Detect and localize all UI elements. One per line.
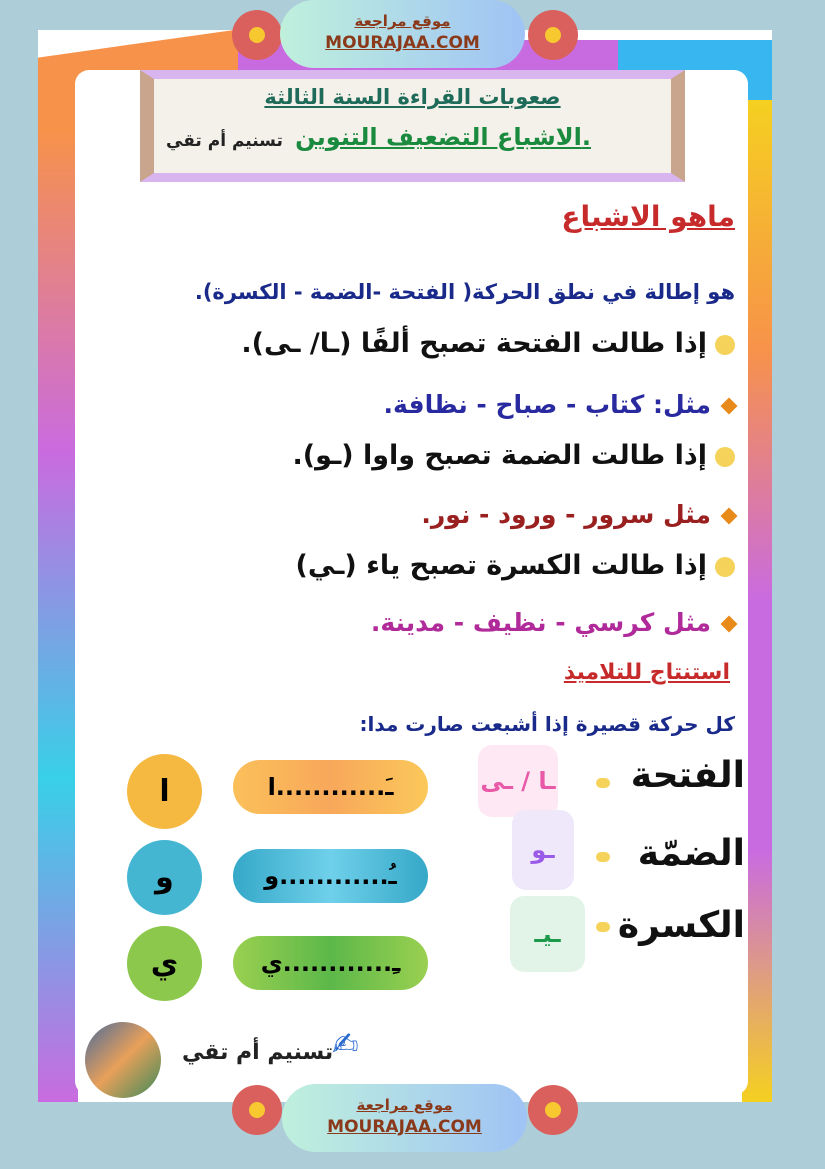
section-heading: ماهو الاشباع: [561, 200, 735, 233]
conclusion-intro: كل حركة قصيرة إذا أشبعت صارت مدا:: [359, 712, 735, 736]
pointing-hand-icon: [596, 778, 610, 788]
example-text: مثل: كتاب - صباح - نظافة.: [383, 390, 711, 419]
diamond-bullet-icon: [721, 398, 738, 415]
definition-text: هو إطالة في نطق الحركة( الفتحة -الضمة - الكسرة).: [194, 280, 735, 304]
long-vowel-box: ـيـ: [510, 896, 585, 972]
site-logo-icon: [528, 1085, 578, 1135]
pointing-hand-icon: [596, 922, 610, 932]
letter-pill: ـُ............و: [233, 849, 428, 903]
letter-circle: ي: [127, 926, 202, 1001]
author-name: تسنيم أم تقي: [166, 131, 283, 151]
site-url: MOURAJAA.COM: [325, 33, 480, 53]
pointing-hand-icon: [715, 335, 735, 355]
letter-circle: ا: [127, 754, 202, 829]
site-logo-icon: [232, 1085, 282, 1135]
writing-hand-icon: ✍: [332, 1025, 359, 1063]
vowel-name: الفتحة: [630, 755, 745, 796]
site-name-ar: موقع مراجعة: [354, 12, 451, 30]
pointing-hand-icon: [715, 447, 735, 467]
diamond-bullet-icon: [721, 508, 738, 525]
pointing-hand-icon: [596, 852, 610, 862]
site-logo-icon: [232, 10, 282, 60]
footer-author: تسنيم أم تقي: [182, 1040, 334, 1065]
title-scroll: [140, 70, 685, 182]
site-url: MOURAJAA.COM: [327, 1117, 482, 1137]
rule-text: إذا طالت الكسرة تصبح ياء (ـي): [295, 550, 707, 581]
site-logo-icon: [528, 10, 578, 60]
rule-text: إذا طالت الضمة تصبح واوا (ـو).: [292, 440, 707, 471]
worksheet-subtitle: الاشباع التضعيف التنوين.: [295, 123, 591, 151]
vowel-name: الكسرة: [617, 905, 745, 946]
example-text: مثل سرور - ورود - نور.: [421, 500, 711, 529]
site-banner-top[interactable]: [280, 0, 525, 68]
letter-pill: ـَ............ا: [233, 760, 428, 814]
worksheet-title: صعوبات القراءة السنة الثالثة: [264, 85, 561, 109]
vowel-name: الضمّة: [637, 833, 745, 874]
rule-text: إذا طالت الفتحة تصبح ألفًا (ـا/ ـى).: [241, 328, 707, 359]
long-vowel-box: ـا / ـى: [478, 745, 558, 817]
site-name-ar: موقع مراجعة: [356, 1096, 453, 1114]
diamond-bullet-icon: [721, 616, 738, 633]
author-avatar: [85, 1022, 161, 1098]
site-banner-bottom[interactable]: [282, 1084, 527, 1152]
example-text: مثل كرسي - نظيف - مدينة.: [370, 608, 711, 637]
decor-stripe: [38, 130, 78, 1102]
conclusion-heading: استنتاج للتلاميذ: [563, 660, 730, 685]
letter-pill: ـِ............ي: [233, 936, 428, 990]
pointing-hand-icon: [715, 557, 735, 577]
long-vowel-box: ـو: [512, 810, 574, 890]
letter-circle: و: [127, 840, 202, 915]
